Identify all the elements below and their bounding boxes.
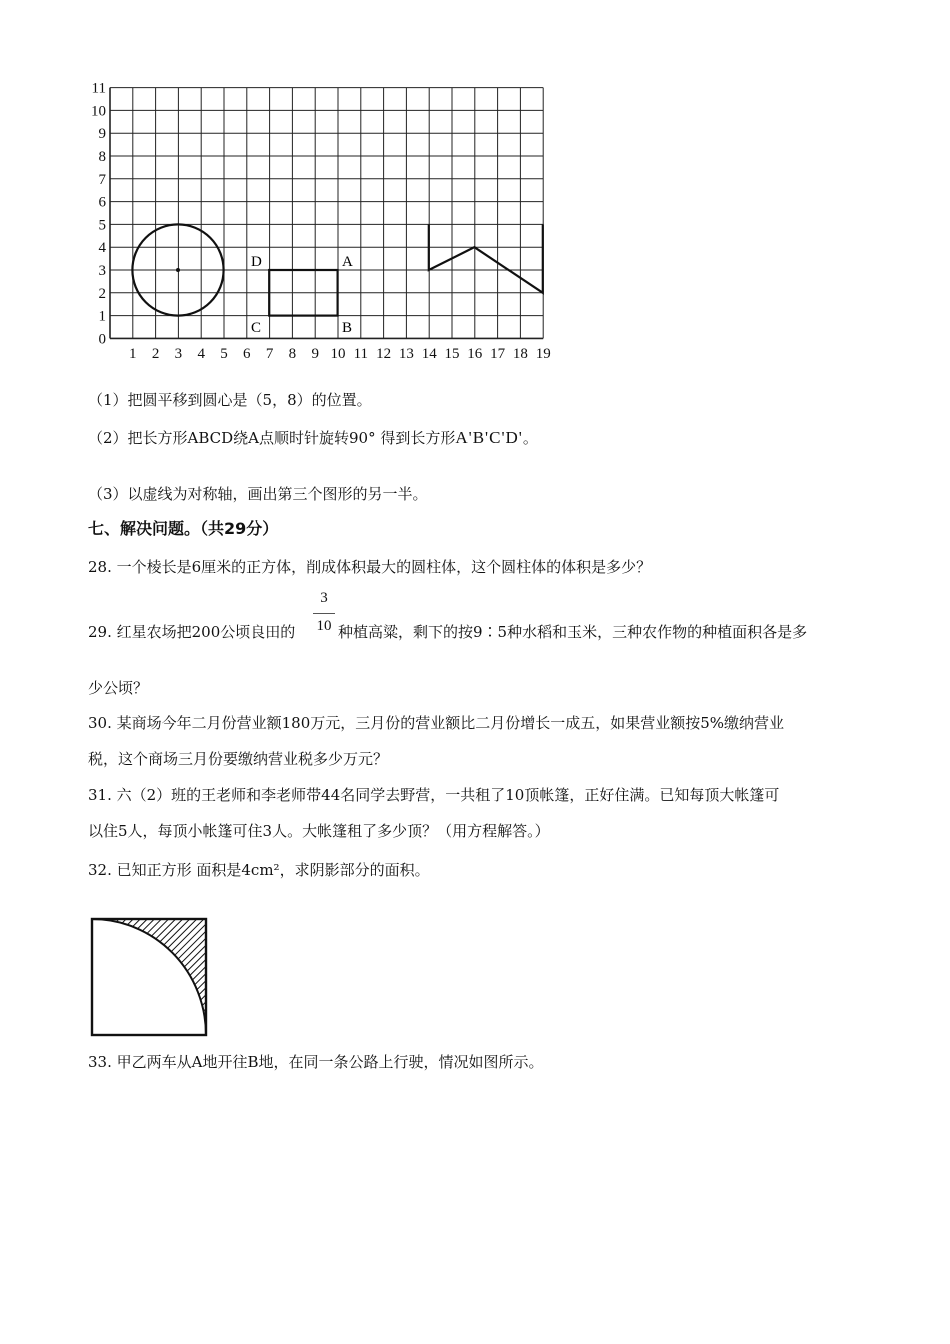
- question-30-line2: 税，这个商场三月份要缴纳营业税多少万元？: [88, 750, 389, 768]
- y-tick-label: 5: [98, 217, 106, 234]
- x-tick-label: 7: [265, 346, 274, 362]
- q27-part2-text: （2）把长方形ABCD绕A点顺时针旋转90° 得到长方形: [88, 429, 456, 447]
- x-tick-label: 9: [311, 346, 319, 362]
- grid-lines: [110, 88, 543, 339]
- y-tick-label: 9: [98, 126, 106, 143]
- question-28: 28. 一个棱长是6厘米的正方体，削成体积最大的圆柱体，这个圆柱体的体积是多少？: [88, 558, 652, 576]
- x-axis-labels: [129, 346, 551, 362]
- q29-fraction-bar: [313, 613, 335, 614]
- square-quarter-circle-figure: [88, 914, 213, 1039]
- label-b: B: [342, 320, 353, 336]
- x-tick-label: 18: [512, 346, 528, 362]
- shaded-region: [92, 919, 206, 1035]
- y-tick-label: 2: [98, 285, 106, 302]
- question-32: 32. 已知正方形 面积是4cm²，求阴影部分的面积。: [88, 861, 430, 879]
- y-tick-label: 10: [91, 103, 106, 120]
- q29-fraction-denominator: 10: [316, 618, 332, 634]
- x-tick-label: 5: [220, 346, 228, 362]
- y-tick-label: 7: [98, 171, 106, 188]
- y-tick-label: 11: [91, 80, 106, 97]
- x-tick-label: 14: [421, 346, 437, 362]
- x-tick-label: 16: [467, 346, 483, 362]
- x-tick-label: 4: [197, 346, 205, 362]
- y-tick-label: 6: [98, 194, 106, 211]
- x-tick-label: 15: [444, 346, 460, 362]
- question-31-line1: 31. 六（2）班的王老师和李老师带44名同学去野营，一共租了10顶帐篷，正好住满。已知每顶大帐篷可: [88, 786, 780, 804]
- y-tick-label: 3: [98, 263, 106, 279]
- question-29-pre: 29. 红星农场把200公顷良田的: [88, 623, 296, 641]
- y-tick-label: 1: [98, 308, 106, 325]
- label-c: C: [251, 320, 262, 336]
- label-a: A: [342, 254, 353, 270]
- third-figure-half: [429, 224, 543, 292]
- x-tick-label: 6: [243, 346, 251, 362]
- question-29-post: 种植高粱，剩下的按9∶5种水稻和玉米，三种农作物的种植面积各是多: [338, 623, 808, 641]
- x-tick-label: 13: [398, 346, 414, 362]
- x-tick-label: 11: [353, 346, 369, 362]
- x-tick-label: 2: [151, 346, 160, 362]
- x-tick-label: 10: [330, 346, 346, 362]
- y-tick-label: 4: [98, 240, 106, 257]
- q29-fraction-numerator: 3: [320, 590, 328, 606]
- q27-part2-end: 。: [522, 429, 538, 447]
- x-tick-label: 19: [535, 346, 551, 362]
- question-30-line1: 30. 某商场今年二月份营业额180万元，三月份的营业额比二月份增长一成五，如果营业额按5%缴纳营业: [88, 714, 785, 732]
- section-7-heading: 七、解决问题。（共29分）: [88, 519, 279, 538]
- x-tick-label: 3: [174, 346, 183, 362]
- question-33: 33. 甲乙两车从A地开往B地，在同一条公路上行驶，情况如图所示。: [88, 1053, 544, 1071]
- x-tick-label: 17: [490, 346, 506, 362]
- circle-center-dot: [176, 268, 180, 272]
- y-axis-labels: [91, 81, 107, 348]
- coordinate-grid-figure: [0, 0, 950, 370]
- q27-part2: [88, 428, 538, 448]
- q27-part3: （3）以虚线为对称轴，画出第三个图形的另一半。: [88, 485, 428, 503]
- q27-part2-target: A'B'C'D': [455, 428, 523, 447]
- y-tick-label: 0: [98, 331, 106, 348]
- q27-part1: （1）把圆平移到圆心是（5，8）的位置。: [88, 391, 372, 409]
- x-tick-label: 12: [376, 346, 392, 362]
- label-d: D: [251, 254, 262, 270]
- question-29-cont: 少公顷？: [88, 679, 149, 697]
- x-tick-label: 1: [129, 346, 137, 362]
- question-31-line2: 以住5人，每顶小帐篷可住3人。大帐篷租了多少顶？（用方程解答。）: [88, 822, 550, 840]
- y-tick-label: 8: [98, 149, 106, 165]
- x-tick-label: 8: [288, 346, 297, 362]
